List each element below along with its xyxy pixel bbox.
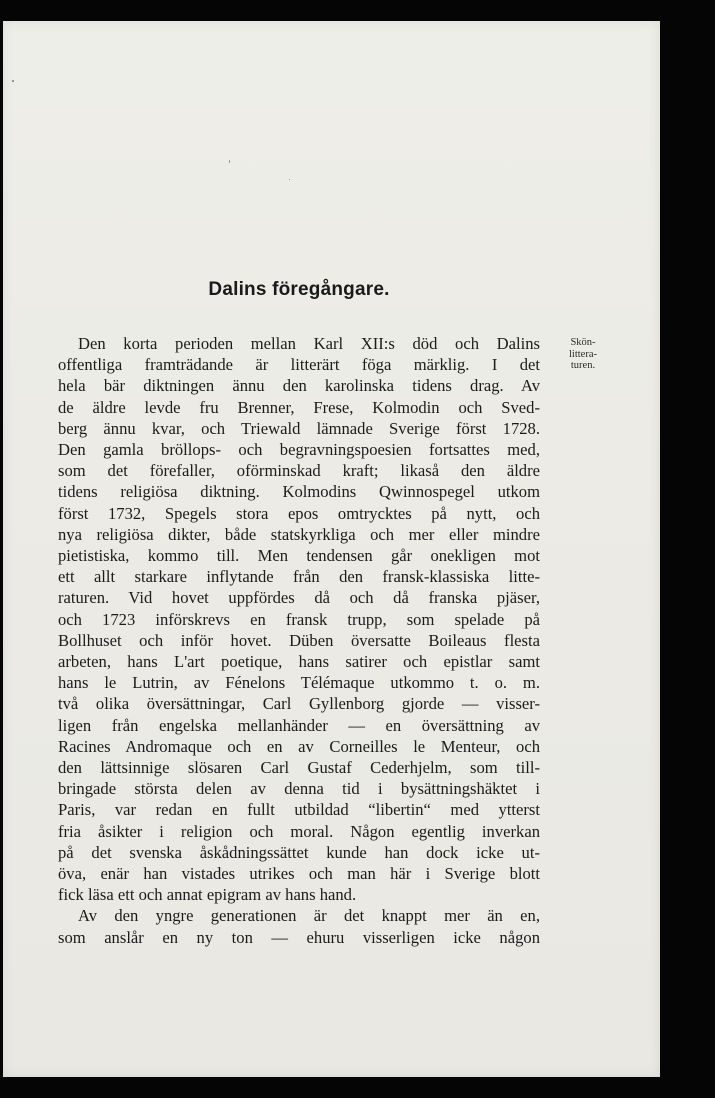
text-line: fick läsa ett och annat epigram av hans hand. [58, 885, 357, 905]
text-line: nya religiösa dikter, både statskyrkliga och mer eller mindre [58, 524, 540, 544]
text-line: arbeten, hans L'art poetique, hans satirer och epistlar samt [58, 652, 540, 672]
chapter-heading: Dalins föregångare. [208, 279, 390, 300]
margin-note [559, 337, 607, 372]
text-line: ligen från engelska mellanhänder — en översättning av [58, 715, 540, 735]
text-line: pietistiska, kommo till. Men tendensen går onekligen mot [58, 546, 540, 566]
text-line: Den korta perioden mellan Karl XII:s död och Dalins [78, 334, 540, 353]
text-line: två olika översättningar, Carl Gyllenborg gjorde — visser- [58, 694, 540, 714]
body-paragraphs [58, 333, 540, 948]
text-line: Racines Andromaque och en av Corneilles le Menteur, och [58, 736, 540, 756]
paper-speck [289, 179, 290, 180]
paper-speck [229, 160, 230, 163]
text-line: som anslår en ny ton — ehuru visserligen icke någon [58, 927, 540, 947]
text-line: Den gamla bröllops- och begravningspoesien fortsattes med, [58, 440, 540, 460]
text-line: fria åsikter i religion och moral. Någon egentlig inverkan [58, 821, 540, 841]
text-line: berg ännu kvar, och Triewald lämnade Sverige först 1728. [58, 418, 540, 438]
paper-speck [12, 80, 14, 82]
text-line: som det förefaller, oförminskad kraft; likaså den äldre [58, 461, 540, 481]
book-page [3, 21, 660, 1077]
text-line: ett allt starkare inflytande från den fransk-klassiska litte- [58, 567, 540, 587]
text-line: på det svenska åskådningssättet kunde han dock icke ut- [58, 842, 540, 862]
text-line: tidens religiösa diktning. Kolmodins Qwinnospegel utkom [58, 482, 540, 502]
text-line: öva, enär han vistades utrikes och man här i Sverige blott [58, 864, 540, 884]
text-line: hela bär diktningen ännu den karolinska tidens drag. Av [58, 376, 540, 396]
text-line: först 1732, Spegels stora epos omtrycktes på nytt, och [58, 503, 540, 523]
text-line: Av den yngre generationen är det knappt mer än en, [78, 906, 540, 926]
text-line: offentliga framträdande är litterärt föga märklig. I det [58, 355, 540, 375]
text-line: den lättsinnige slösaren Carl Gustaf Cederhjelm, som till- [58, 758, 540, 778]
text-line: raturen. Vid hovet uppfördes då och då franska pjäser, [58, 588, 540, 608]
text-line: de äldre levde fru Brenner, Frese, Kolmodin och Sved- [58, 397, 540, 417]
text-line: och 1723 införskrevs en fransk trupp, som spelade på [58, 609, 540, 629]
text-line: Bollhuset och inför hovet. Düben översatte Boileaus flesta [58, 630, 540, 650]
margin-note-line: turen. [570, 360, 596, 371]
text-line: bringade största delen av denna tid i bysättningshäktet i [58, 779, 540, 799]
margin-note-line: Skön- [570, 337, 596, 348]
margin-note-line: littera- [569, 348, 597, 360]
text-line: hans le Lutrin, av Fénelons Télémaque utkommo t. o. m. [58, 673, 540, 693]
text-line: Paris, var redan en fullt utbildad “libertin“ med ytterst [58, 800, 540, 820]
